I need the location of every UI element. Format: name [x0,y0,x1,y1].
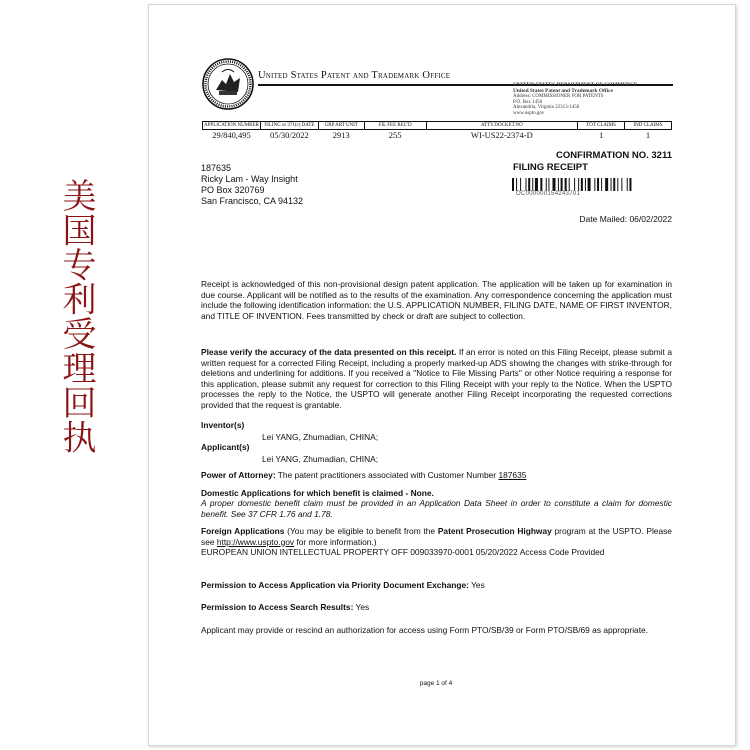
address-name: Ricky Lam - Way Insight [201,174,298,184]
application-number: 29/840,495 [212,130,251,141]
poa-label: Power of Attorney: [201,470,276,480]
barcode-bar [558,178,559,191]
uspto-seal-icon [202,58,254,110]
applicants-value: Lei YANG, Zhumadian, CHINA; [262,454,379,464]
address-po-box: PO Box 320769 [201,185,265,195]
foreign-text3: for more information.) [294,536,377,547]
barcode-bar [512,178,514,191]
barcode-bar [621,178,622,191]
dept-line: Address: COMMISSIONER FOR PATENTS [513,94,604,100]
table-header: IND CLAIMS [625,122,672,130]
table-header: FILING or 371(c) DATE [260,122,318,130]
dept-line: www.uspto.gov [513,110,545,116]
search-access [201,602,369,613]
dept-line: P.O. Box 1450 [513,99,543,105]
filing-date: 05/30/2022 [270,130,309,141]
priority-access-label: Permission to Access Application via Priority Document Exchange: [201,580,469,590]
application-table [202,121,672,140]
priority-access [201,580,485,591]
applicants-label: Applicant(s) [201,442,250,452]
barcode-bar [526,178,527,191]
table-header: APPLICATION NUMBER [204,123,259,128]
barcode-bar [548,178,549,191]
barcode-bar [540,178,542,191]
poa-text: The patent practitioners associated with Customer Number [275,470,499,480]
inventors-label: Inventor(s) [201,420,245,430]
barcode-bar [574,178,575,191]
dept-line: United States Patent and Trademark Office [513,87,613,94]
dept-line: UNITED STATES DEPARTMENT OF COMMERCE [513,82,638,88]
filing-receipt-title: FILING RECEIPT [513,162,588,173]
foreign-text2: program at the USPTO. Please see [201,526,672,547]
search-access-label: Permission to Access Search Results: [201,602,354,612]
barcode-bar [520,178,521,191]
barcode-bar [605,178,608,191]
group-art-unit: 2913 [332,130,350,141]
foreign-applications [201,526,672,547]
office-name: United States Patent and Trademark Office [258,70,673,86]
barcode-bar [578,178,579,191]
barcode-bar [528,178,530,191]
barcode-bar [569,178,570,191]
barcode-bar [565,178,567,191]
docket-number: WI-US22-2374-D [470,130,533,141]
dept-line: Alexandria, Virginia 22313-1450 [513,105,580,111]
table-header-row [203,122,672,130]
inventors-value: Lei YANG, Zhumadian, CHINA; [262,432,379,442]
barcode-bar [588,178,591,191]
priority-access-value: Yes [468,580,485,590]
uspto-link[interactable]: http://www.uspto.gov [216,536,295,547]
foreign-text1: (You may be eligible to benefit from the [284,526,438,536]
barcode-bar [532,178,533,191]
address-city: San Francisco, CA 94132 [201,196,304,206]
receipt-paragraph: Receipt is acknowledged of this non-provisional design patent application. The application will be taken up for examination in due course. Applicant will be notified as to the results of the examination. Any correspondence concerning the application must include the following identification information: the U.S. APPLICATION NUMBER, FILING DATE, NAME OF FIRST INVENTOR, and TITLE OF INVENTION. Fees transmitted by check or draft are subject to collection. [201,279,672,321]
barcode-bar [581,178,583,191]
table-header: GRP ART UNIT [318,122,364,130]
barcode-bar [613,178,615,191]
pph-label: Patent Prosecution Highway [437,526,552,536]
filing-fee: 255 [388,130,402,141]
table-header: TOT CLAIMS [578,122,625,130]
verify-lead: Please verify the accuracy of the data presented on this receipt. [201,347,457,357]
side-title: 美国专利受理回执 [56,178,96,454]
poa-customer-number: 187635 [498,470,527,480]
barcode [512,178,672,191]
authorization-paragraph: Applicant may provide or rescind an authorization for access using Form PTO/SB/39 or Form PTO/SB/69 as appropriate. [201,625,649,635]
barcode-bar [535,178,538,191]
foreign-label: Foreign Applications [201,526,285,536]
barcode-bar [629,178,631,191]
barcode-bar [627,178,628,191]
verify-body: If an error is noted on this Filing Receipt, please submit a written request for a corrected Filing Receipt, including a properly marked-up ADS showing the changes with strike-through for deletions and underlining for additions. If you received a "Notice to File Missing Parts" or other Notice requiring a response for this application, please submit any request for correction to this Filing Receipt with your reply to the Notice. When the USPTO processes the reply to the Notice, the USPTO will generate another Filing Receipt incorporating the requested corrections provided that the request is grantable. [201,347,673,410]
barcode-bar [553,178,556,191]
barcode-bar [597,178,599,191]
power-of-attorney [201,470,526,481]
barcode-bar [516,178,517,191]
barcode-number: OC000000154243701 [516,191,581,197]
department-address [513,83,678,117]
page-number: page 1 of 4 [419,680,453,687]
foreign-entry: EUROPEAN UNION INTELLECTUAL PROPERTY OFF 009033970-0001 05/20/2022 Access Code Provided [201,547,605,557]
domestic-note: A proper domestic benefit claim must be provided in an Application Data Sheet in order to constitute a claim for domestic benefit. See 37 CFR 1.76 and 1.78. [201,498,672,519]
barcode-bar [585,178,586,191]
barcode-bar [561,178,563,191]
confirmation-number: CONFIRMATION NO. 3211 [556,150,672,161]
date-mailed: Date Mailed: 06/02/2022 [579,214,672,224]
barcode-bar [601,178,602,191]
verify-paragraph [201,347,672,410]
barcode-bar [611,178,612,191]
barcode-bar [594,178,595,191]
domestic-label: Domestic Applications for which benefit is claimed - None. [201,488,434,498]
table-header: ATTY.DOCKET.NO [426,122,578,130]
barcode-bar [546,178,547,191]
table-row [203,130,672,141]
search-access-value: Yes [353,602,370,612]
total-claims: 1 [598,130,604,141]
customer-number: 187635 [201,163,232,173]
independent-claims: 1 [645,130,651,141]
mailing-address [201,163,303,207]
table-header: FIL FEE REC'D [364,122,426,130]
barcode-bar [617,178,618,191]
